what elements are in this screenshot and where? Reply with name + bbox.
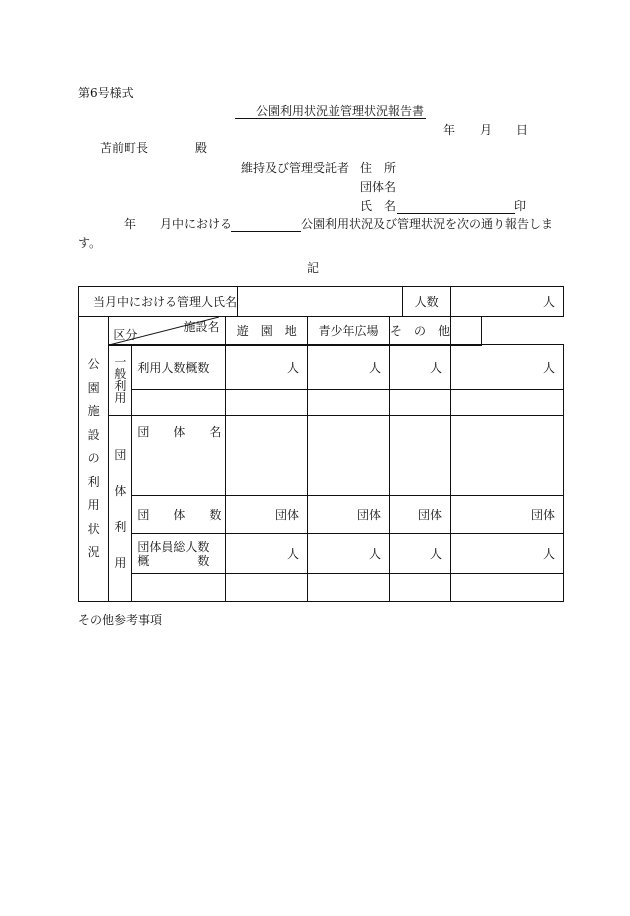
facility-header-youth-square: 青少年広場 xyxy=(308,317,390,345)
general-playground-cell[interactable]: 人 xyxy=(226,345,308,390)
general-blank-extra[interactable] xyxy=(451,390,564,416)
group-name-label: 団 体 名 xyxy=(132,416,226,496)
category-header-label: 区分 xyxy=(113,327,138,342)
group-blank-label xyxy=(132,574,226,602)
group-count-row xyxy=(79,496,564,534)
group-blank-playground[interactable] xyxy=(226,574,308,602)
group-name-youth-square[interactable] xyxy=(308,416,390,496)
group-name-row xyxy=(79,416,564,496)
body-month-phrase: 月中における xyxy=(160,217,233,231)
general-blank-other[interactable] xyxy=(390,390,451,416)
group-blank-row xyxy=(79,574,564,602)
ki-heading: 記 xyxy=(307,261,320,275)
report-table xyxy=(78,286,564,602)
reporter-name-line xyxy=(397,199,515,214)
general-youth-square-cell[interactable]: 人 xyxy=(308,345,390,390)
general-blank-youth-square[interactable] xyxy=(308,390,390,416)
header-row xyxy=(79,317,564,345)
body-park-name-line xyxy=(231,217,301,232)
group-members-other[interactable]: 人 xyxy=(390,534,451,574)
general-extra-cell[interactable]: 人 xyxy=(451,345,564,390)
facility-header-other: そ の 他 xyxy=(390,317,451,345)
body-sentence: 公園利用状況及び管理状況を次の通り報告しま xyxy=(301,217,554,231)
footer-note: その他参考事項 xyxy=(78,613,163,627)
count-cell[interactable]: 人 xyxy=(451,287,564,317)
group-members-row xyxy=(79,534,564,574)
count-label: 人数 xyxy=(403,287,451,317)
group-members-playground[interactable]: 人 xyxy=(226,534,308,574)
date-month: 月 xyxy=(480,123,493,137)
group-blank-extra[interactable] xyxy=(451,574,564,602)
group-name-extra[interactable] xyxy=(451,416,564,496)
general-blank-label xyxy=(132,390,226,416)
general-usage-row xyxy=(79,345,564,390)
addressee-name: 苫前町長 xyxy=(100,141,149,155)
body-continuation: す。 xyxy=(78,236,102,250)
reporter-org-label: 団体名 xyxy=(360,180,397,194)
reporter-name-label: 氏 名 xyxy=(360,199,397,213)
group-members-youth-square[interactable]: 人 xyxy=(308,534,390,574)
facility-header-playground: 遊 園 地 xyxy=(226,317,308,345)
body-year: 年 xyxy=(124,217,137,231)
reporter-address-label: 住 所 xyxy=(360,161,397,175)
group-blank-other[interactable] xyxy=(390,574,451,602)
group-count-extra[interactable]: 団体 xyxy=(451,496,564,534)
title-text: 公園利用状況並管理状況報告書 xyxy=(235,104,426,119)
general-usage-label: 一 般 利 用 xyxy=(109,345,132,416)
addressee-honorific: 殿 xyxy=(195,141,208,155)
usage-section-label: 公 園 施 設 の 利 用 状 況 xyxy=(79,317,109,602)
document-title xyxy=(235,104,426,119)
group-members-extra[interactable]: 人 xyxy=(451,534,564,574)
general-blank-playground[interactable] xyxy=(226,390,308,416)
group-usage-label: 団 体 利 用 xyxy=(109,416,132,602)
group-count-playground[interactable]: 団体 xyxy=(226,496,308,534)
date-year: 年 xyxy=(443,123,456,137)
facility-header-label: 施設名 xyxy=(183,320,220,334)
general-blank-row xyxy=(79,390,564,416)
reporter-role: 維持及び管理受託者 xyxy=(241,161,350,175)
facility-header-extra xyxy=(451,317,482,345)
group-count-label: 団 体 数 xyxy=(132,496,226,534)
general-row-label: 利用人数概数 xyxy=(132,345,226,390)
group-name-other[interactable] xyxy=(390,416,451,496)
group-blank-youth-square[interactable] xyxy=(308,574,390,602)
group-members-label: 団体員総人数 概 数 xyxy=(132,534,226,574)
manager-row xyxy=(79,287,564,317)
category-facility-header xyxy=(109,317,226,345)
manager-name-cell[interactable] xyxy=(238,287,403,317)
group-count-other[interactable]: 団体 xyxy=(390,496,451,534)
general-other-cell[interactable]: 人 xyxy=(390,345,451,390)
group-count-youth-square[interactable]: 団体 xyxy=(308,496,390,534)
manager-label: 当月中における管理人氏名 xyxy=(79,287,238,317)
form-number: 第6号様式 xyxy=(78,86,134,100)
date-day: 日 xyxy=(516,123,529,137)
seal-mark: 印 xyxy=(514,199,527,213)
group-name-playground[interactable] xyxy=(226,416,308,496)
